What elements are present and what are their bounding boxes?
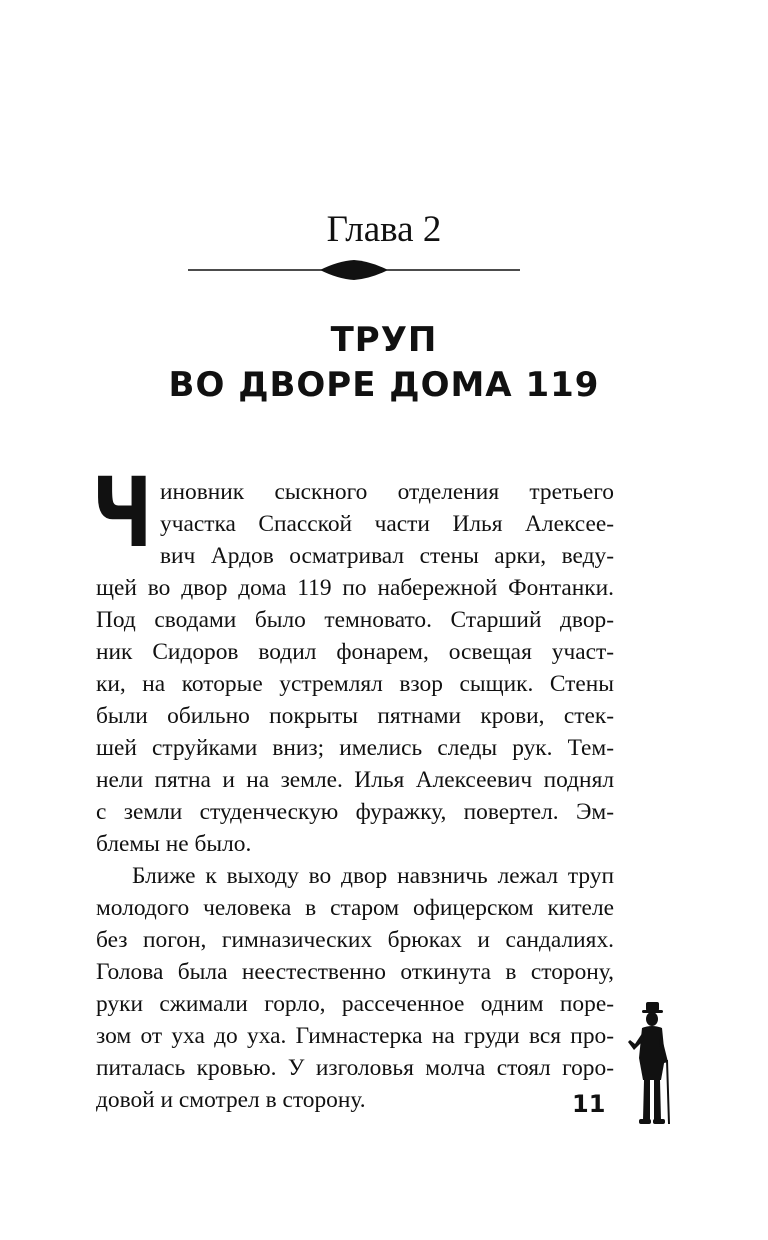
text-line: молодого человека в старом офицерском кителе <box>96 895 614 921</box>
text-line: питалась кровью. У изголовья молча стоял горо- <box>96 1055 614 1081</box>
text-line: Под сводами было темновато. Старший двор- <box>96 607 614 633</box>
text-line: с земли студенческую фуражку, повертел. Эм- <box>96 799 614 825</box>
text-line: щей во двор дома 119 по набережной Фонтанки. <box>96 575 614 601</box>
text-line: ник Сидоров водил фонарем, освещая участ- <box>96 639 614 665</box>
chapter-label: Глава 2 <box>326 209 442 250</box>
text-line: руки сжимали горло, рассеченное одним поре- <box>96 991 614 1017</box>
text-line: иновник сыскного отделения третьего <box>160 479 614 505</box>
text-line: шей струйками вниз; имелись следы рук. Тем- <box>96 735 614 761</box>
text-line: Голова была неестественно откинута в сторону, <box>96 959 614 985</box>
text-line: блемы не было. <box>96 831 252 857</box>
text-line: довой и смотрел в сторону. <box>96 1087 366 1113</box>
chapter-title <box>0 318 768 408</box>
text-line: были обильно покрыты пятнами крови, стек- <box>96 703 614 729</box>
detective-silhouette-icon <box>626 1000 672 1128</box>
drop-cap: Ч <box>92 457 153 569</box>
text-line: вич Ардов осматривал стены арки, веду- <box>160 543 614 569</box>
text-line: зом от уха до уха. Гимнастерка на груди вся про- <box>96 1023 614 1049</box>
page-number: 11 <box>572 1090 606 1118</box>
text-line: без погон, гимназических брюках и сандалиях. <box>96 927 614 953</box>
diamond-divider-icon <box>188 258 520 282</box>
text-line: участка Спасской части Илья Алексее- <box>160 511 614 537</box>
text-line: ки, на которые устремлял взор сыщик. Стены <box>96 671 614 697</box>
text-line: Ближе к выходу во двор навзничь лежал труп <box>132 863 614 889</box>
chapter-title-line-2: ВО ДВОРЕ ДОМА 119 <box>168 365 600 405</box>
text-line: нели пятна и на земле. Илья Алексеевич поднял <box>96 767 614 793</box>
chapter-title-line-1: ТРУП <box>330 320 438 360</box>
